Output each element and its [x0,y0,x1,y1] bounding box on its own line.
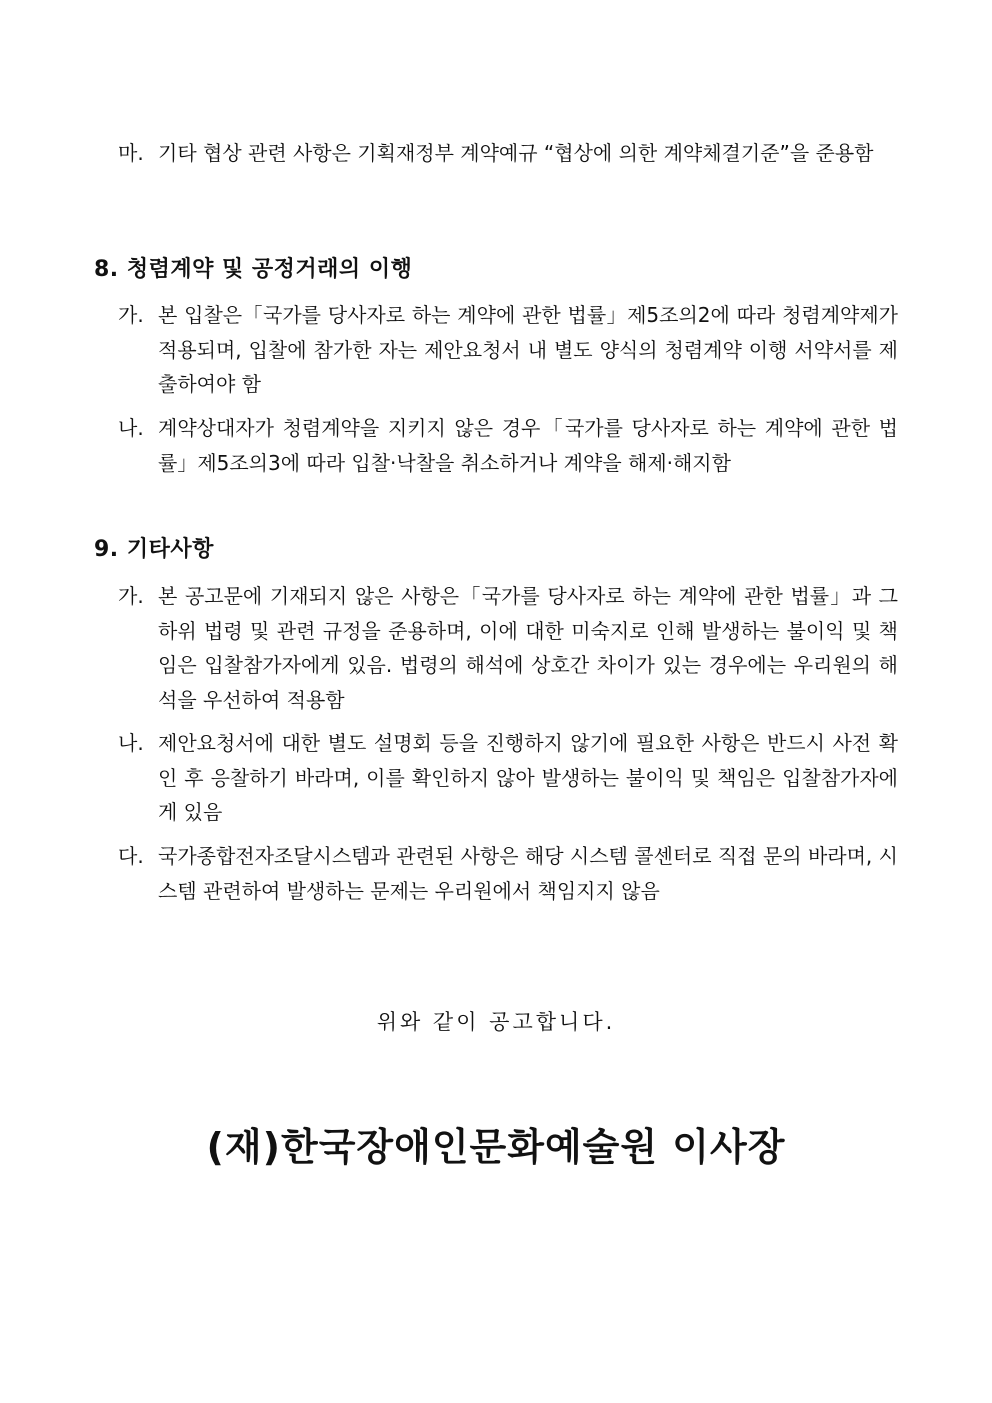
item-text: 본 공고문에 기재되지 않은 사항은「국가를 당사자로 하는 계약에 관한 법률」과 그 하위 법령 및 관련 규정을 준용하며, 이에 대한 미숙지로 인해 발생하는 불이익 및 책임은 입찰참가자에게 있음. 법령의 해석에 상호간 차이가 있는 경우에는 우리원의 해석을 우선하여 적용함 [158,584,898,712]
item-marker: 가. [118,303,144,327]
item-marker: 나. [118,416,144,440]
closing-statement: 위와 같이 공고합니다. [376,1010,616,1034]
item-marker: 다. [118,844,144,868]
section-9-heading: 9. 기타사항 [94,537,214,562]
item-marker: 마. [118,141,144,165]
item-marker: 가. [118,584,144,608]
item-text: 계약상대자가 청렴계약을 지키지 않은 경우「국가를 당사자로 하는 계약에 관한 법률」제5조의3에 따라 입찰·낙찰을 취소하거나 계약을 해제·해지함 [158,416,898,475]
signature: (재)한국장애인문화예술원 이사장 [206,1125,786,1169]
section-8-heading: 8. 청렴계약 및 공정거래의 이행 [94,257,413,282]
list-item [118,579,898,717]
item-text: 제안요청서에 대한 별도 설명회 등을 진행하지 않기에 필요한 사항은 반드시 사전 확인 후 응찰하기 바라며, 이를 확인하지 않아 발생하는 불이익 및 책임은 입찰참가자에게 있음 [158,731,898,824]
item-text: 기타 협상 관련 사항은 기획재정부 계약예규 “협상에 의한 계약체결기준”을 준용함 [158,141,874,165]
list-item [118,411,898,480]
item-text: 본 입찰은「국가를 당사자로 하는 계약에 관한 법률」제5조의2에 따라 청렴계약제가 적용되며, 입찰에 참가한 자는 제안요청서 내 별도 양식의 청렴계약 이행 서약서를 제출하여야 함 [158,303,898,396]
item-text: 국가종합전자조달시스템과 관련된 사항은 해당 시스템 콜센터로 직접 문의 바라며, 시스템 관련하여 발생하는 문제는 우리원에서 책임지지 않음 [158,844,898,903]
item-marker: 나. [118,731,144,755]
list-item [118,726,898,830]
list-item [118,839,898,908]
list-item [118,136,898,171]
list-item [118,298,898,402]
